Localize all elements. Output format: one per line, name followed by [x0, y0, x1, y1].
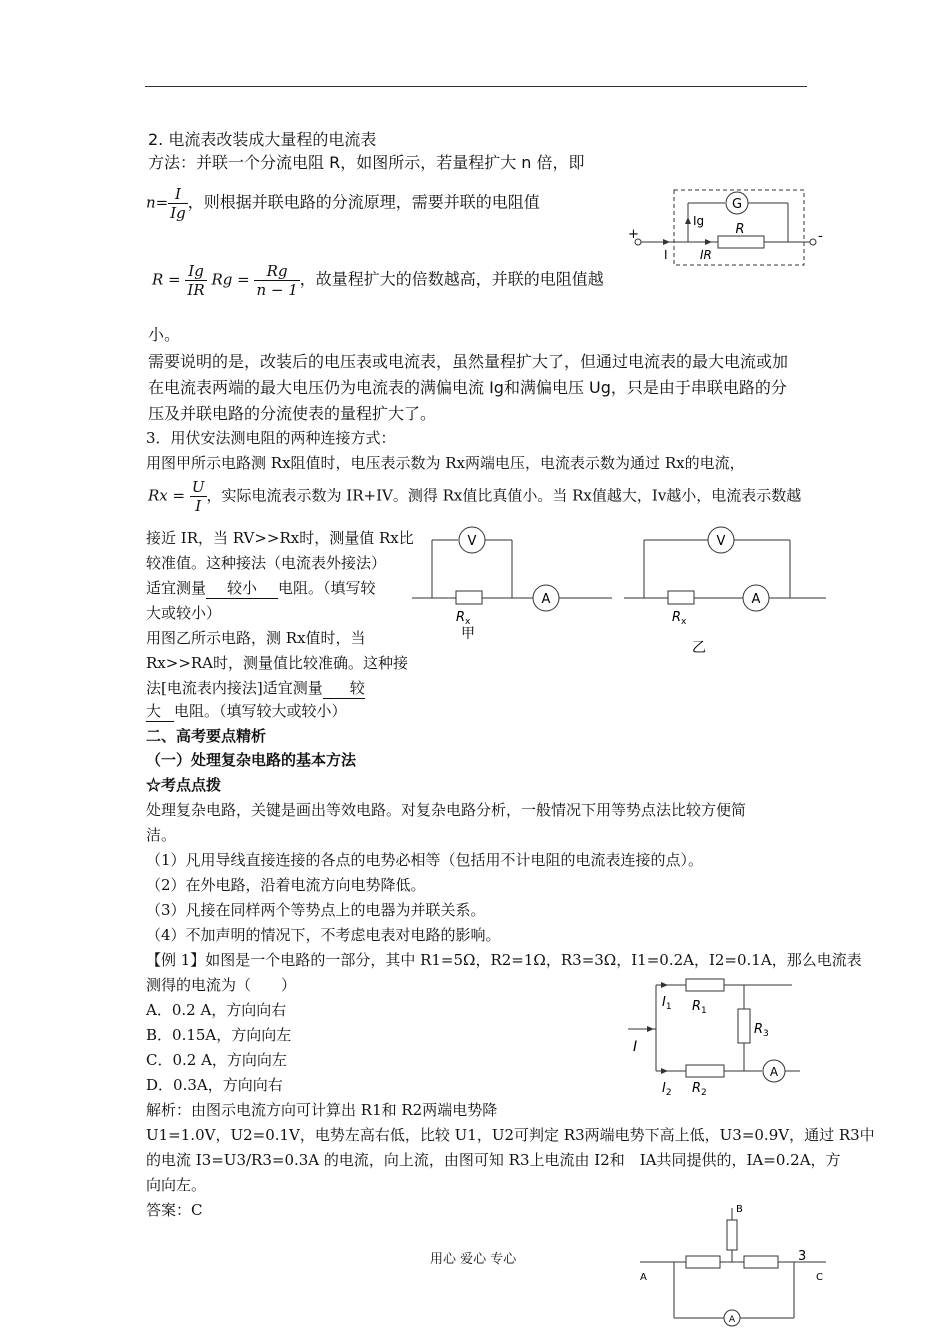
rule-3: （3）凡接在同样两个等势点上的电器为并联关系。 [146, 901, 486, 919]
arrow-ir [705, 239, 712, 245]
option-d: D．0.3A，方向向右 [146, 1076, 283, 1094]
abc-b-label: B [736, 1204, 743, 1215]
rule-2: （2）在外电路，沿着电流方向电势降低。 [146, 876, 426, 894]
section2-note-3: 压及并联电路的分流使表的量程扩大了。 [148, 404, 437, 423]
section3-l3 [146, 578, 376, 599]
formula-n-den: Ig [170, 204, 186, 222]
jia-caption: 甲 [461, 626, 475, 642]
answer-blank-2a: 较 [323, 678, 365, 699]
option-b: B．0.15A，方向向左 [146, 1026, 292, 1044]
minus-label: - [818, 229, 823, 244]
formula-n-num: I [168, 185, 188, 204]
option-c: C．0.2 A，方向向左 [146, 1051, 287, 1069]
abc-circuit [636, 1200, 836, 1340]
jia-ammeter-label: A [541, 592, 551, 607]
option-a: A．0.2 A，方向向右 [146, 1001, 287, 1019]
answer: 答案：C [146, 1201, 203, 1219]
abc-c-label: C [816, 1272, 823, 1283]
solution-3: 的电流 I3=U3/R3=0.3A 的电流，向上流，由图可知 R3上电流由 I2和 IA共同提供的，IA=0.2A，方 [146, 1151, 841, 1169]
yi-ammeter-label: A [751, 592, 761, 607]
ex1-r1-label: $R_1$ [692, 999, 707, 1016]
jia-rx-label: $R_x$ [456, 610, 471, 627]
ir-label: IR [700, 248, 712, 262]
jia-resistor [456, 591, 482, 604]
formula-r-frac1 [185, 262, 206, 299]
answer-blank-2b: 大 [146, 701, 174, 722]
plus-label: + [628, 227, 639, 242]
part2-title: 二、高考要点精析 [146, 727, 267, 745]
header-rule [145, 86, 807, 87]
shunt-resistor [718, 236, 764, 248]
ex1-i2-label: $I_2$ [662, 1081, 672, 1098]
section3-l3b: 电阻。（填写较 [278, 579, 376, 597]
yi-voltmeter-label: V [716, 534, 726, 549]
i-label: I [664, 248, 668, 262]
section3-l5: 用图乙所示电路，测 Rx值时，当 [146, 629, 366, 647]
formula-n-frac [168, 185, 188, 222]
rule-1: （1）凡用导线直接连接的各点的电势必相等（包括用不计电阻的电流表连接的点）。 [146, 851, 704, 869]
ex1-arrow-i1 [661, 982, 668, 988]
abc-resistor-left [686, 1256, 720, 1268]
solution-1: 解析：由图示电流方向可计算出 R1和 R2两端电势降 [146, 1101, 498, 1119]
abc-three-label: 3 [798, 1249, 807, 1264]
ex1-arrow-i [647, 1026, 654, 1032]
circuit-jia [410, 520, 620, 650]
ex1-r2-label: $R_2$ [692, 1081, 707, 1098]
ammeter-shunt-diagram [620, 185, 830, 270]
formula-r-text-end: 小。 [148, 325, 181, 344]
ex1-r3 [738, 1009, 750, 1043]
example1-circuit [620, 975, 810, 1105]
section3-l7 [146, 678, 365, 699]
formula-rx [148, 478, 801, 515]
formula-r-frac2 [254, 262, 299, 299]
ex1-i1-label: $I_1$ [662, 995, 672, 1012]
formula-r-text: ，故量程扩大的倍数越高，并联的电阻值越 [299, 269, 604, 289]
formula-rx-num: U [191, 478, 205, 496]
ex1-r3-label: $R_3$ [754, 1022, 769, 1039]
formula-r-f1-num: Ig [185, 262, 206, 281]
part2-tip: ☆考点点拨 [146, 776, 222, 794]
answer-blank-1: 较小 [206, 578, 278, 599]
solution-4: 向向左。 [146, 1176, 207, 1194]
abc-ammeter-label: A [728, 1315, 736, 1325]
formula-r-f2-num: Rg [254, 262, 299, 281]
ex1-ammeter-label: A [769, 1065, 779, 1079]
section3-l8 [146, 701, 347, 722]
formula-r-lhs: R = [152, 270, 181, 289]
arrow-i [663, 239, 670, 245]
shunt-resistor-label: R [735, 222, 745, 237]
yi-resistor [668, 591, 694, 604]
part2-intro-2: 洁。 [146, 826, 177, 844]
formula-r-f2-den: n − 1 [256, 281, 298, 299]
formula-r-mid: Rg = [211, 270, 250, 289]
yi-caption: 乙 [692, 640, 706, 656]
section2-note-2: 在电流表两端的最大电压仍为电流表的满偏电流 Ig和满偏电压 Ug，只是由于串联电路的分 [148, 378, 787, 397]
section2-note-1: 需要说明的是，改装后的电压表或电流表，虽然量程扩大了，但通过电流表的最大电流或加 [148, 352, 789, 371]
section3-l3a: 适宜测量 [146, 579, 207, 597]
formula-r [152, 262, 604, 299]
yi-rx-label: $R_x$ [672, 610, 687, 627]
section3-l4: 大或较小） [146, 604, 222, 622]
formula-r-f1-den: IR [187, 281, 205, 299]
part2-intro-1: 处理复杂电路，关键是画出等效电路。对复杂电路分析，一般情况下用等势点法比较方便简 [146, 801, 747, 819]
example1-q2: 测得的电流为（ ） [146, 976, 297, 994]
section3-l7a: 法[电流表内接法]适宜测量 [146, 679, 323, 697]
section3-p1: 用图甲所示电路测 Rx阻值时，电压表示数为 Rx两端电压，电流表示数为通过 Rx的电流， [146, 454, 745, 472]
ex1-arrow-i2 [661, 1068, 668, 1074]
abc-resistor-b [727, 1220, 737, 1250]
formula-rx-frac [190, 478, 207, 515]
section3-l8b: 电阻。（填写较大或较小） [174, 702, 347, 720]
galvanometer-label: G [731, 197, 743, 212]
abc-resistor-right [744, 1256, 778, 1268]
formula-n-lhs: n= [146, 193, 169, 212]
abc-a-label: A [640, 1272, 647, 1283]
footer: 用心 爱心 专心 [430, 1252, 517, 1267]
section3-title: 3．用伏安法测电阻的两种连接方式： [146, 429, 396, 447]
circuit-yi [622, 520, 832, 660]
formula-n-text: ，则根据并联电路的分流原理，需要并联的电阻值 [187, 192, 540, 212]
arrow-ig [685, 217, 691, 224]
formula-n [146, 185, 540, 222]
rule-4: （4）不加声明的情况下，不考虑电表对电路的影响。 [146, 926, 501, 944]
formula-rx-den: I [195, 497, 202, 515]
solution-2: U1=1.0V，U2=0.1V，电势左高右低，比较 U1，U2可判定 R3两端电势下高上低，U3=0.9V，通过 R3中 [146, 1126, 875, 1144]
ig-label: Ig [693, 214, 705, 228]
ex1-r2 [686, 1065, 724, 1077]
part2-sub1: （一）处理复杂电路的基本方法 [146, 751, 357, 769]
section3-l1: 接近 IR，当 RV>>Rx时，测量值 Rx比 [146, 529, 414, 547]
example1-q1: 【例 1】如图是一个电路的一部分，其中 R1=5Ω，R2=1Ω，R3=3Ω，I1=0.2A，I2=0.1A，那么电流表 [146, 951, 862, 969]
jia-voltmeter-label: V [467, 534, 477, 549]
formula-rx-text: ，实际电流表示数为 IR+IV。测得 Rx值比真值小。当 Rx值越大，Iv越小，电流表示数越 [206, 486, 802, 505]
section2-method: 方法：并联一个分流电阻 R，如图所示，若量程扩大 n 倍，即 [148, 153, 585, 172]
formula-rx-lhs: Rx = [148, 486, 186, 505]
minus-terminal [810, 239, 816, 245]
section2-title: 2. 电流表改装成大量程的电流表 [148, 130, 377, 149]
section3-l6: Rx>>RA时，测量值比较准确。这种接 [146, 654, 409, 672]
ex1-r1 [686, 979, 724, 991]
section3-l2: 较准值。这种接法（电流表外接法） [146, 554, 387, 572]
ex1-i-label: I [633, 1039, 638, 1055]
